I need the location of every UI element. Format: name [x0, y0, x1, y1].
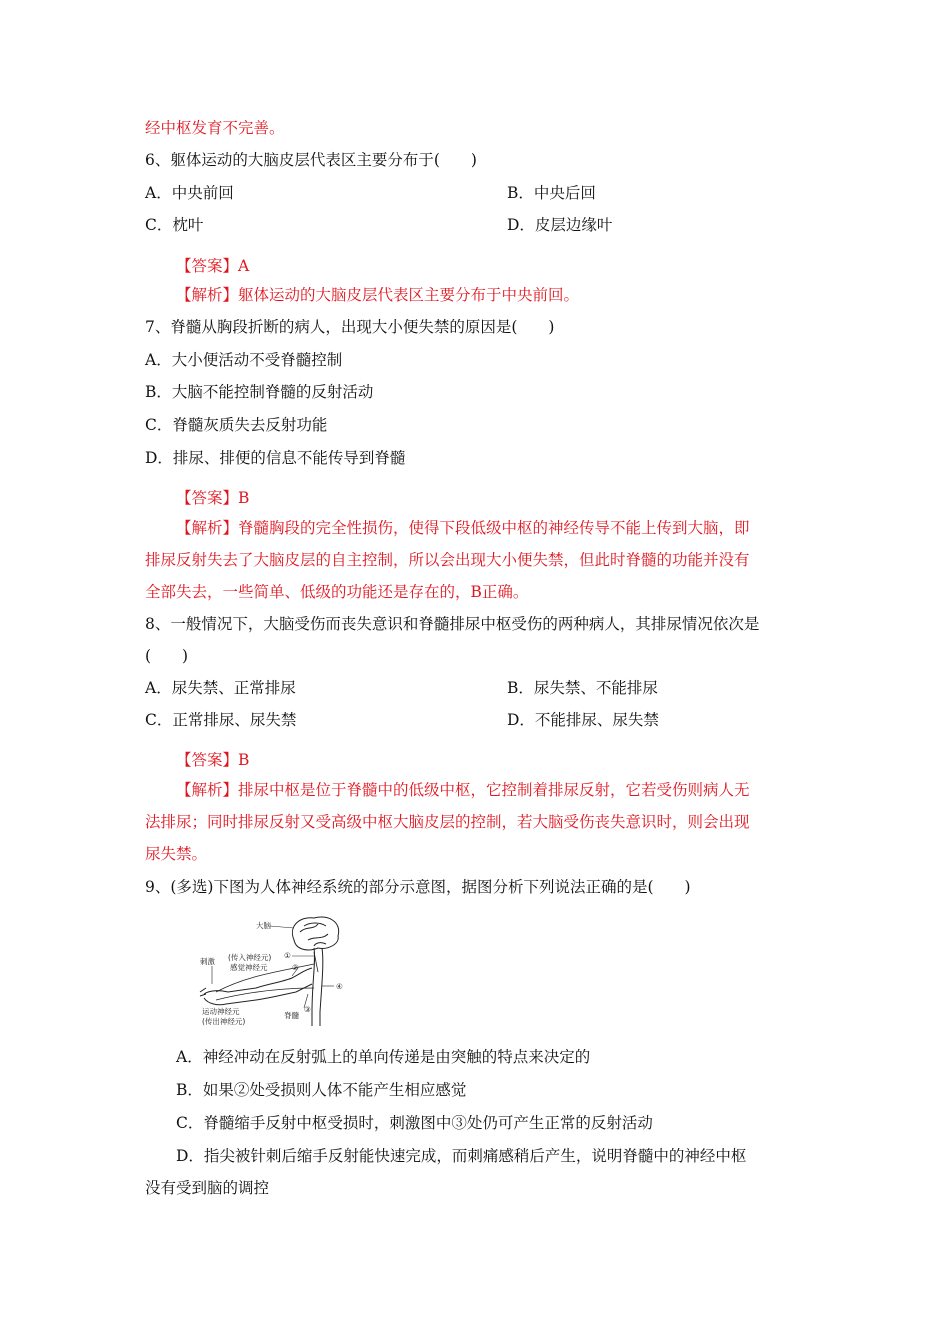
text-line: 8、一般情况下，大脑受伤而丧失意识和脊髓排尿中枢受伤的两种病人，其排尿情况依次是 — [145, 615, 760, 633]
brain-drawing — [292, 917, 338, 950]
text-line: 【答案】A — [176, 257, 250, 275]
text-line: 经中枢发育不完善。 — [145, 119, 285, 137]
text-line: 排尿反射失去了大脑皮层的自主控制，所以会出现大小便失禁，但此时脊髓的功能并没有 — [145, 551, 750, 569]
text-line: 尿失禁。 — [145, 845, 208, 863]
text-line: 【答案】B — [176, 489, 250, 507]
label-afferent: (传入神经元) — [228, 953, 272, 962]
text-line: D．皮层边缘叶 — [507, 216, 613, 234]
text-line: A．中央前回 — [145, 184, 234, 202]
text-line: 7、脊髓从胸段折断的病人，出现大小便失禁的原因是( ) — [145, 318, 555, 336]
label-motor: 运动神经元 — [202, 1007, 240, 1016]
nervous-system-diagram — [196, 912, 366, 1030]
label-n4: ④ — [336, 982, 343, 991]
text-line: C．脊髓灰质失去反射功能 — [145, 416, 328, 434]
text-line: ( ) — [145, 647, 189, 665]
text-line: 6、躯体运动的大脑皮层代表区主要分布于( ) — [145, 151, 477, 169]
text-line: B．中央后回 — [507, 184, 596, 202]
text-line: A．神经冲动在反射弧上的单向传递是由突触的特点来决定的 — [176, 1048, 591, 1066]
arm-drawing — [200, 968, 312, 1005]
text-line: D．排尿、排便的信息不能传导到脊髓 — [145, 449, 406, 467]
text-line: 【解析】脊髓胸段的完全性损伤，使得下段低级中枢的神经传导不能上传到大脑，即 — [176, 519, 750, 537]
text-line: D．指尖被针刺后缩手反射能快速完成，而刺痛感稍后产生，说明脊髓中的神经中枢 — [176, 1147, 747, 1165]
text-line: A．尿失禁、正常排尿 — [145, 679, 296, 697]
label-brain: 大脑 — [256, 921, 271, 930]
text-line: 没有受到脑的调控 — [145, 1179, 270, 1197]
text-line: 全部失去，一些简单、低级的功能还是存在的，B正确。 — [145, 583, 529, 601]
text-line: B．大脑不能控制脊髓的反射活动 — [145, 383, 374, 401]
text-line: B．如果②处受损则人体不能产生相应感觉 — [176, 1081, 467, 1099]
text-line: C．枕叶 — [145, 216, 204, 234]
label-spinal-cord: 脊髓 — [284, 1011, 299, 1020]
text-line: 【答案】B — [176, 751, 250, 769]
text-line: 【解析】排尿中枢是位于脊髓中的低级中枢，它控制着排尿反射，它若受伤则病人无 — [176, 781, 750, 799]
text-line: D．不能排尿、尿失禁 — [507, 711, 659, 729]
label-efferent: (传出神经元) — [202, 1017, 246, 1026]
text-line: 【解析】躯体运动的大脑皮层代表区主要分布于中央前回。 — [176, 286, 580, 304]
text-line: C．脊髓缩手反射中枢受损时，刺激图中③处仍可产生正常的反射活动 — [176, 1114, 653, 1132]
text-line: C．正常排尿、尿失禁 — [145, 711, 297, 729]
text-line: 法排尿；同时排尿反射又受高级中枢大脑皮层的控制，若大脑受伤丧失意识时，则会出现 — [145, 813, 750, 831]
text-line: B．尿失禁、不能排尿 — [507, 679, 658, 697]
label-n1: ① — [284, 951, 291, 960]
text-line: A．大小便活动不受脊髓控制 — [145, 351, 343, 369]
label-n3: ③ — [304, 1005, 311, 1014]
label-stimulus: 刺激 — [200, 957, 215, 966]
spinal-cord-drawing — [312, 948, 323, 1026]
label-n2: ② — [292, 963, 299, 972]
text-line: 9、(多选)下图为人体神经系统的部分示意图，据图分析下列说法正确的是( ) — [145, 878, 691, 896]
label-sensory: 感觉神经元 — [230, 963, 268, 972]
